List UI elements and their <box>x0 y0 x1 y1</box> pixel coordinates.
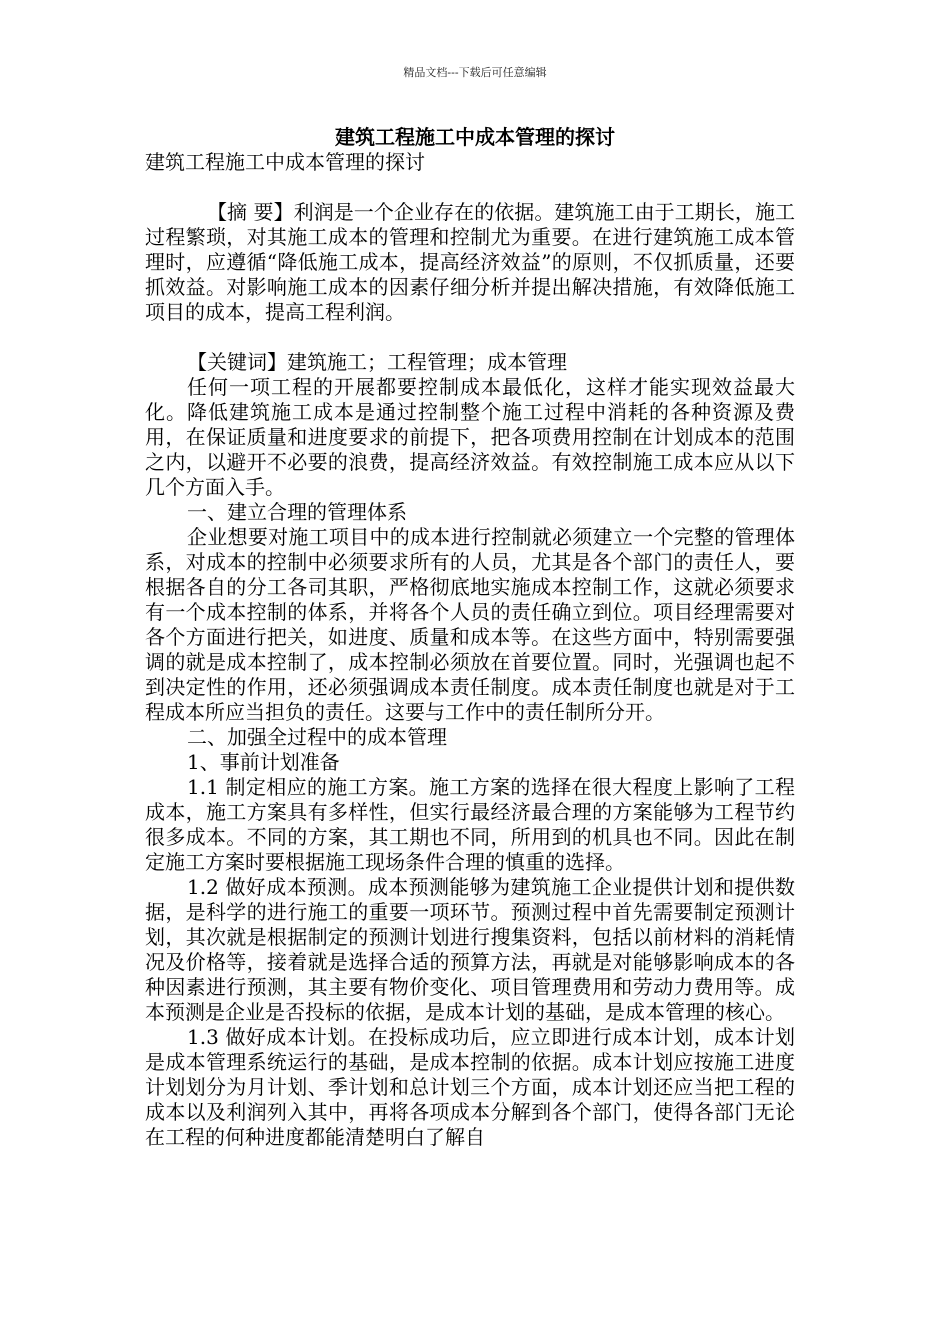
spacer <box>145 175 795 200</box>
item-1-1-paragraph: 1.1 制定相应的施工方案。施工方案的选择在很大程度上影响了工程成本，施工方案具有多样性，但实行最经济最合理的方案能够为工程节约很多成本。不同的方案，其工期也不同，所用到的机具也不同。因此在制定施工方案时要根据施工现场条件合理的慎重的选择。 <box>145 775 795 874</box>
item-1-3-paragraph: 1.3 做好成本计划。在投标成功后，应立即进行成本计划，成本计划是成本管理系统运行的基础，是成本控制的依据。成本计划应按施工进度计划划分为月计划、季计划和总计划三个方面，成本计划还应当把工程的成本以及利润列入其中，再将各项成本分解到各个部门，使得各部门无论在工程的何种进度都能清楚明白了解自 <box>145 1025 795 1149</box>
spacer <box>145 325 795 350</box>
abstract-paragraph <box>145 200 795 325</box>
abstract-text: 利润是一个企业存在的依据。建筑施工由于工期长，施工过程繁琐，对其施工成本的管理和控制尤为重要。在进行建筑施工成本管理时，应遵循“降低施工成本，提高经济效益”的原则，不仅抓质量，还要抓效益。对影响施工成本的因素仔细分析并提出解决措施，有效降低施工项目的成本，提高工程利润。 <box>145 200 795 324</box>
keywords-label: 【关键词】 <box>187 350 287 374</box>
intro-paragraph: 任何一项工程的开展都要控制成本最低化，这样才能实现效益最大化。降低建筑施工成本是通过控制整个施工过程中消耗的各种资源及费用，在保证质量和进度要求的前提下，把各项费用控制在计划成本的范围之内，以避开不必要的浪费，提高经济效益。有效控制施工成本应从以下几个方面入手。 <box>145 375 795 499</box>
section-1-paragraph: 企业想要对施工项目中的成本进行控制就必须建立一个完整的管理体系，对成本的控制中必须要求所有的人员，尤其是各个部门的责任人，要根据各自的分工各司其职，严格彻底地实施成本控制工作，这就必须要求有一个成本控制的体系，并将各个人员的责任确立到位。项目经理需要对各个方面进行把关，如进度、质量和成本等。在这些方面中，特别需要强调的就是成本控制了，成本控制必须放在首要位置。同时，光强调也起不到决定性的作用，还必须强调成本责任制度。成本责任制度也就是对于工程成本所应当担负的责任。这要与工作中的责任制所分开。 <box>145 525 795 724</box>
document-title: 建筑工程施工中成本管理的探讨 <box>335 125 615 149</box>
document-subtitle: 建筑工程施工中成本管理的探讨 <box>145 150 425 174</box>
item-1-2-paragraph: 1.2 做好成本预测。成本预测能够为建筑施工企业提供计划和提供数据，是科学的进行施工的重要一项环节。预测过程中首先需要制定预测计划，其次就是根据制定的预测计划进行搜集资料，包括以前材料的消耗情况及价格等，接着就是选择合适的预算方法，再就是对能够影响成本的各种因素进行预测，其主要有物价变化、项目管理费用和劳动力费用等。成本预测是企业是否投标的依据，是成本计划的基础，是成本管理的核心。 <box>145 875 795 1024</box>
keywords-paragraph <box>145 350 795 375</box>
abstract-label: 【摘 要】 <box>207 200 294 224</box>
section-heading-2: 二、加强全过程中的成本管理 <box>187 725 447 749</box>
subsection-heading-1: 1、事前计划准备 <box>187 750 340 774</box>
page-header: 精品文档---下载后可任意编辑 <box>403 66 547 79</box>
keywords-text: 建筑施工；工程管理；成本管理 <box>287 350 567 374</box>
section-heading-1: 一、建立合理的管理体系 <box>187 500 407 524</box>
document-body <box>145 150 795 1150</box>
